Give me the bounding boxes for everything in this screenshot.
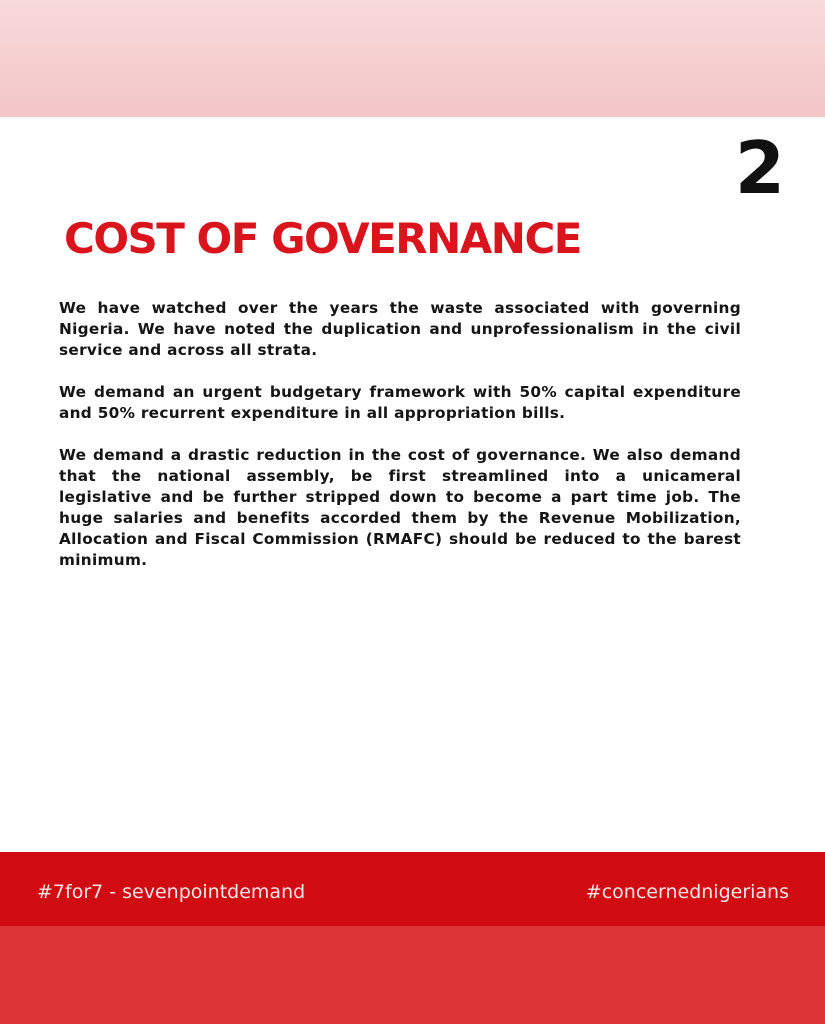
top-decorative-band [0,0,825,117]
footer-hashtag-right: #concernednigerians [585,881,789,903]
footer-hashtag-left: #7for7 - sevenpointdemand [37,881,306,903]
section-title: COST OF GOVERNANCE [64,214,581,263]
paragraph-waste: We have watched over the years the waste associated with governing Nigeria. We have noted the duplication and unprofessionalism in the civil service and across all strata. [59,299,741,359]
bottom-decorative-band [0,926,825,1024]
paragraph-cost-reduction: We demand a drastic reduction in the cost of governance. We also demand that the national assembly, be first streamlined into a unicameral legislative and be further stripped down to become a part time job. The huge salaries and benefits accorded them by the Revenue Mobilization, Allocation and Fiscal Commission (RMAFC) should be reduced to the barest minimum. [59,446,741,569]
body-text [59,298,741,592]
page-number: 2 [734,126,783,210]
paragraph-budget-framework: We demand an urgent budgetary framework with 50% capital expenditure and 50% recurrent expenditure in all appropriation bills. [59,383,741,422]
